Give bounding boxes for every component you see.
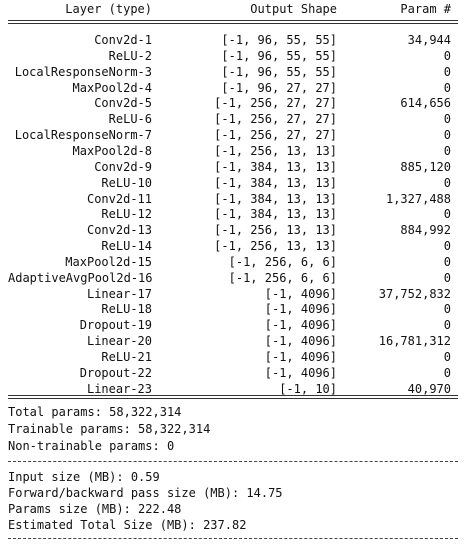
param-stat-line: Trainable params: 58,322,314 [8, 422, 211, 436]
size-stat-line: Forward/backward pass size (MB): 14.75 [8, 486, 283, 500]
param-count: 614,656 [400, 96, 451, 111]
layer-name: Linear-20 [86, 334, 152, 349]
table-row [0, 49, 466, 64]
param-count: 0 [443, 143, 451, 158]
header-param-count: Param # [400, 2, 451, 16]
table-row [0, 302, 466, 317]
layer-name: Conv2d-9 [94, 159, 152, 174]
output-shape: [-1, 256, 27, 27] [214, 96, 337, 111]
param-count: 1,327,488 [385, 191, 451, 206]
table-row [0, 271, 466, 286]
output-shape: [-1, 256, 13, 13] [214, 223, 337, 238]
output-shape: [-1, 96, 55, 55] [221, 33, 337, 47]
layer-name: Conv2d-11 [86, 191, 152, 206]
layer-name: Dropout-22 [79, 365, 152, 380]
output-shape: [-1, 4096] [264, 286, 337, 301]
table-row [0, 192, 466, 207]
param-count: 0 [443, 175, 451, 190]
layer-name: Dropout-19 [79, 318, 152, 333]
layer-name: ReLU-2 [108, 48, 152, 63]
output-shape: [-1, 10] [279, 381, 337, 396]
stats-divider [8, 461, 458, 462]
param-count: 0 [443, 64, 451, 79]
table-row [0, 207, 466, 222]
output-shape: [-1, 4096] [264, 302, 337, 317]
param-count: 37,752,832 [378, 286, 451, 301]
table-row [0, 287, 466, 302]
param-count: 0 [443, 254, 451, 269]
table-row [0, 318, 466, 333]
layer-name: ReLU-21 [101, 350, 152, 364]
output-shape: [-1, 384, 13, 13] [214, 191, 337, 206]
param-count: 16,781,312 [378, 334, 451, 349]
size-stat-line: Input size (MB): 0.59 [8, 470, 160, 484]
table-row [0, 223, 466, 238]
output-shape: [-1, 4096] [264, 318, 337, 333]
layer-name: Conv2d-13 [86, 223, 152, 238]
param-count: 0 [443, 239, 451, 253]
layer-name: ReLU-12 [101, 207, 152, 222]
output-shape: [-1, 256, 13, 13] [214, 239, 337, 253]
output-shape: [-1, 256, 27, 27] [214, 112, 337, 127]
param-count: 0 [443, 48, 451, 63]
layer-name: LocalResponseNorm-3 [14, 64, 152, 79]
param-count: 0 [443, 302, 451, 317]
table-row [0, 144, 466, 159]
param-stat-line: Total params: 58,322,314 [8, 405, 182, 419]
layer-name: Linear-23 [86, 381, 152, 396]
table-row [0, 96, 466, 111]
param-count: 885,120 [400, 159, 451, 174]
param-count: 0 [443, 318, 451, 333]
layer-name: Linear-17 [86, 286, 152, 301]
param-stat-line: Non-trainable params: 0 [8, 439, 175, 453]
table-row [0, 255, 466, 270]
size-stat-line: Estimated Total Size (MB): 237.82 [8, 518, 247, 532]
output-shape: [-1, 256, 6, 6] [228, 270, 337, 285]
header-output-shape: Output Shape [250, 2, 337, 16]
layer-name: Conv2d-5 [94, 96, 152, 111]
layer-name: MaxPool2d-4 [72, 80, 152, 95]
table-footer-divider [8, 395, 458, 399]
table-row [0, 160, 466, 175]
output-shape: [-1, 4096] [264, 350, 337, 364]
table-header [0, 2, 466, 17]
layer-name: ReLU-10 [101, 175, 152, 190]
output-shape: [-1, 256, 6, 6] [228, 254, 337, 269]
table-row [0, 176, 466, 191]
output-shape: [-1, 384, 13, 13] [214, 207, 337, 222]
layer-name: ReLU-14 [101, 239, 152, 253]
table-row [0, 366, 466, 381]
param-count: 0 [443, 128, 451, 143]
table-row [0, 33, 466, 48]
output-shape: [-1, 96, 55, 55] [221, 64, 337, 79]
param-count: 0 [443, 112, 451, 127]
table-row [0, 112, 466, 127]
layer-name: MaxPool2d-8 [72, 143, 152, 158]
layer-name: ReLU-18 [101, 302, 152, 317]
layer-name: MaxPool2d-15 [65, 254, 152, 269]
output-shape: [-1, 256, 13, 13] [214, 143, 337, 158]
layer-name: AdaptiveAvgPool2d-16 [8, 270, 153, 285]
header-divider [8, 20, 458, 24]
table-row [0, 334, 466, 349]
table-row [0, 350, 466, 365]
header-layer: Layer (type) [65, 2, 152, 16]
size-stat-line: Params size (MB): 222.48 [8, 502, 182, 516]
output-shape: [-1, 96, 27, 27] [221, 80, 337, 95]
output-shape: [-1, 384, 13, 13] [214, 175, 337, 190]
layer-name: Conv2d-1 [94, 33, 152, 47]
table-row [0, 81, 466, 96]
table-row [0, 239, 466, 254]
output-shape: [-1, 4096] [264, 365, 337, 380]
param-count: 0 [443, 270, 451, 285]
output-shape: [-1, 384, 13, 13] [214, 159, 337, 174]
layer-name: ReLU-6 [108, 112, 152, 127]
param-count: 0 [443, 80, 451, 95]
layer-name: LocalResponseNorm-7 [14, 128, 152, 143]
bottom-divider [8, 538, 458, 539]
output-shape: [-1, 256, 27, 27] [214, 128, 337, 143]
param-count: 884,992 [400, 223, 451, 238]
param-count: 40,970 [407, 381, 451, 396]
table-row [0, 128, 466, 143]
output-shape: [-1, 4096] [264, 334, 337, 349]
param-count: 34,944 [407, 33, 451, 47]
param-count: 0 [443, 365, 451, 380]
table-row [0, 65, 466, 80]
output-shape: [-1, 96, 55, 55] [221, 48, 337, 63]
param-count: 0 [443, 350, 451, 364]
param-count: 0 [443, 207, 451, 222]
